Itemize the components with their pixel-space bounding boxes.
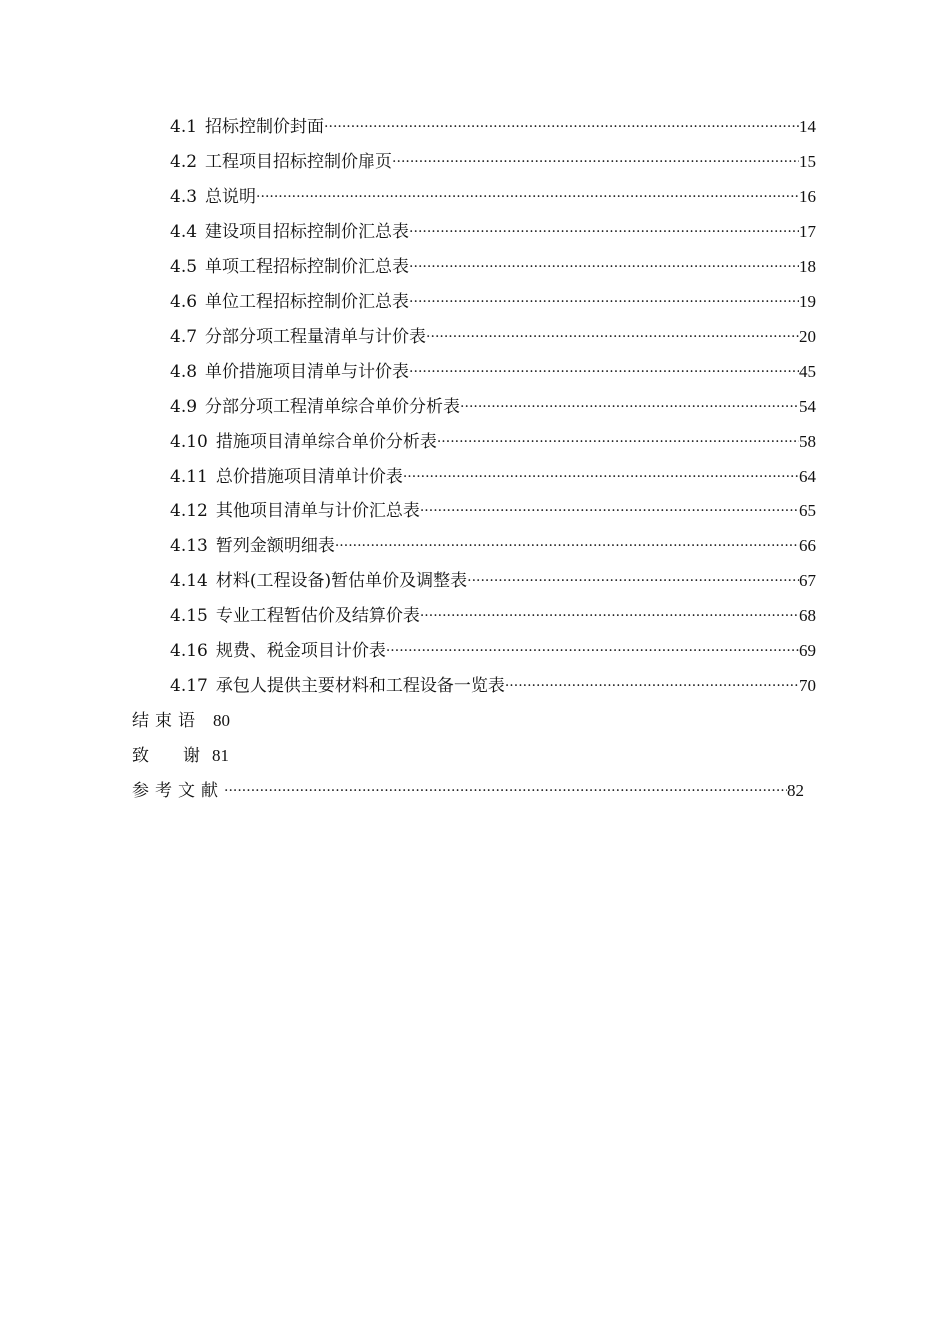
toc-dot-leader (409, 220, 799, 244)
toc-entry[interactable] (170, 569, 816, 593)
toc-dot-leader (392, 150, 799, 174)
toc-dot-leader (256, 185, 799, 209)
toc-entry-page: 20 (799, 327, 816, 346)
toc-entry-page: 65 (799, 501, 816, 520)
toc-entry-page: 58 (799, 432, 816, 451)
toc-entry-page: 45 (799, 362, 816, 381)
toc-dot-leader (505, 674, 799, 698)
toc-dot-leader (426, 325, 799, 349)
toc-entry-page: 16 (799, 187, 816, 206)
toc-entry[interactable] (170, 674, 816, 698)
toc-dot-leader (420, 499, 799, 523)
toc-entry-number: 4.9 (170, 397, 198, 417)
toc-entry-page: 67 (799, 571, 816, 590)
toc-dot-leader (460, 395, 799, 419)
toc-thanks-title-second: 谢 (183, 746, 200, 766)
toc-entry-number: 4.12 (170, 501, 208, 521)
toc-dot-leader (409, 360, 799, 384)
toc-entry-number: 4.5 (170, 257, 198, 277)
toc-dot-leader (403, 465, 799, 489)
toc-entry-title: 分部分项工程量清单与计价表 (205, 327, 427, 347)
toc-entry-number: 4.16 (170, 641, 208, 661)
toc-entry-page: 64 (799, 467, 816, 486)
toc-entry-references[interactable] (132, 779, 804, 803)
toc-entry-title: 承包人提供主要材料和工程设备一览表 (215, 676, 505, 696)
toc-entry-title: 建设项目招标控制价汇总表 (205, 222, 410, 242)
toc-entry-title: 单项工程招标控制价汇总表 (205, 257, 410, 277)
toc-entry-page: 54 (799, 397, 816, 416)
toc-dot-leader (420, 604, 799, 628)
toc-dot-leader (224, 779, 787, 803)
toc-entry[interactable] (170, 395, 816, 419)
toc-dot-leader (437, 430, 799, 454)
toc-dot-leader (335, 534, 799, 558)
toc-entry-page: 69 (799, 641, 816, 660)
toc-entry[interactable] (170, 430, 816, 454)
toc-entry-page: 15 (799, 152, 816, 171)
toc-entry[interactable] (170, 290, 816, 314)
toc-thanks-title-first: 致 (132, 746, 149, 766)
toc-entry[interactable] (170, 465, 816, 489)
toc-entry-title: 总说明 (205, 187, 257, 207)
toc-entry-number: 4.10 (170, 432, 208, 452)
toc-entry-title: 专业工程暂估价及结算价表 (215, 606, 420, 626)
toc-entry[interactable] (170, 499, 816, 523)
toc-entry[interactable] (170, 325, 816, 349)
toc-dot-leader (386, 639, 799, 663)
toc-references-page: 82 (787, 781, 804, 800)
toc-entry-title: 工程项目招标控制价扉页 (205, 152, 393, 172)
toc-entry[interactable] (170, 360, 816, 384)
toc-entry-conclusion[interactable] (132, 709, 230, 733)
toc-entry[interactable] (170, 185, 816, 209)
toc-entry-page: 18 (799, 257, 816, 276)
toc-entry-number: 4.1 (170, 117, 198, 137)
toc-references-title: 参考文献 (132, 781, 224, 801)
toc-dot-leader (409, 290, 799, 314)
toc-entry-title: 分部分项工程清单综合单价分析表 (205, 397, 461, 417)
toc-entry-page: 19 (799, 292, 816, 311)
toc-entry-page: 14 (799, 117, 816, 136)
toc-entry-number: 4.3 (170, 187, 198, 207)
toc-entry-page: 66 (799, 536, 816, 555)
toc-entry-number: 4.6 (170, 292, 198, 312)
toc-entry-title: 单位工程招标控制价汇总表 (205, 292, 410, 312)
toc-entry-page: 68 (799, 606, 816, 625)
toc-entry-title: 其他项目清单与计价汇总表 (215, 501, 420, 521)
toc-entry-title: 暂列金额明细表 (215, 536, 335, 556)
toc-dot-leader (409, 255, 799, 279)
toc-entry[interactable] (170, 639, 816, 663)
toc-entry-number: 4.11 (170, 467, 208, 487)
toc-entry-title: 规费、税金项目计价表 (215, 641, 386, 661)
toc-entry-number: 4.4 (170, 222, 198, 242)
toc-entry[interactable] (170, 150, 816, 174)
toc-entry-page: 17 (799, 222, 816, 241)
toc-entry-title: 总价措施项目清单计价表 (215, 467, 403, 487)
toc-entry-number: 4.14 (170, 571, 208, 591)
toc-entry[interactable] (170, 255, 816, 279)
toc-entry-title: 单价措施项目清单与计价表 (205, 362, 410, 382)
toc-entry[interactable] (170, 220, 816, 244)
toc-conclusion-title: 结束语 (132, 711, 201, 731)
toc-entry-number: 4.17 (170, 676, 208, 696)
toc-entry[interactable] (170, 604, 816, 628)
toc-thanks-page: 81 (212, 746, 229, 765)
toc-entry-thanks[interactable] (132, 744, 229, 768)
toc-entry[interactable] (170, 115, 816, 139)
toc-entry-page: 70 (799, 676, 816, 695)
toc-entry[interactable] (170, 534, 816, 558)
toc-entry-title: 措施项目清单综合单价分析表 (215, 432, 437, 452)
toc-entry-number: 4.15 (170, 606, 208, 626)
toc-entry-number: 4.7 (170, 327, 198, 347)
toc-conclusion-page: 80 (213, 711, 230, 730)
toc-entry-number: 4.2 (170, 152, 198, 172)
toc-entry-title: 招标控制价封面 (205, 117, 325, 137)
toc-entry-number: 4.8 (170, 362, 198, 382)
toc-entry-title: 材料(工程设备)暂估单价及调整表 (215, 571, 468, 591)
toc-dot-leader (324, 115, 799, 139)
toc-entry-number: 4.13 (170, 536, 208, 556)
toc-dot-leader (467, 569, 799, 593)
